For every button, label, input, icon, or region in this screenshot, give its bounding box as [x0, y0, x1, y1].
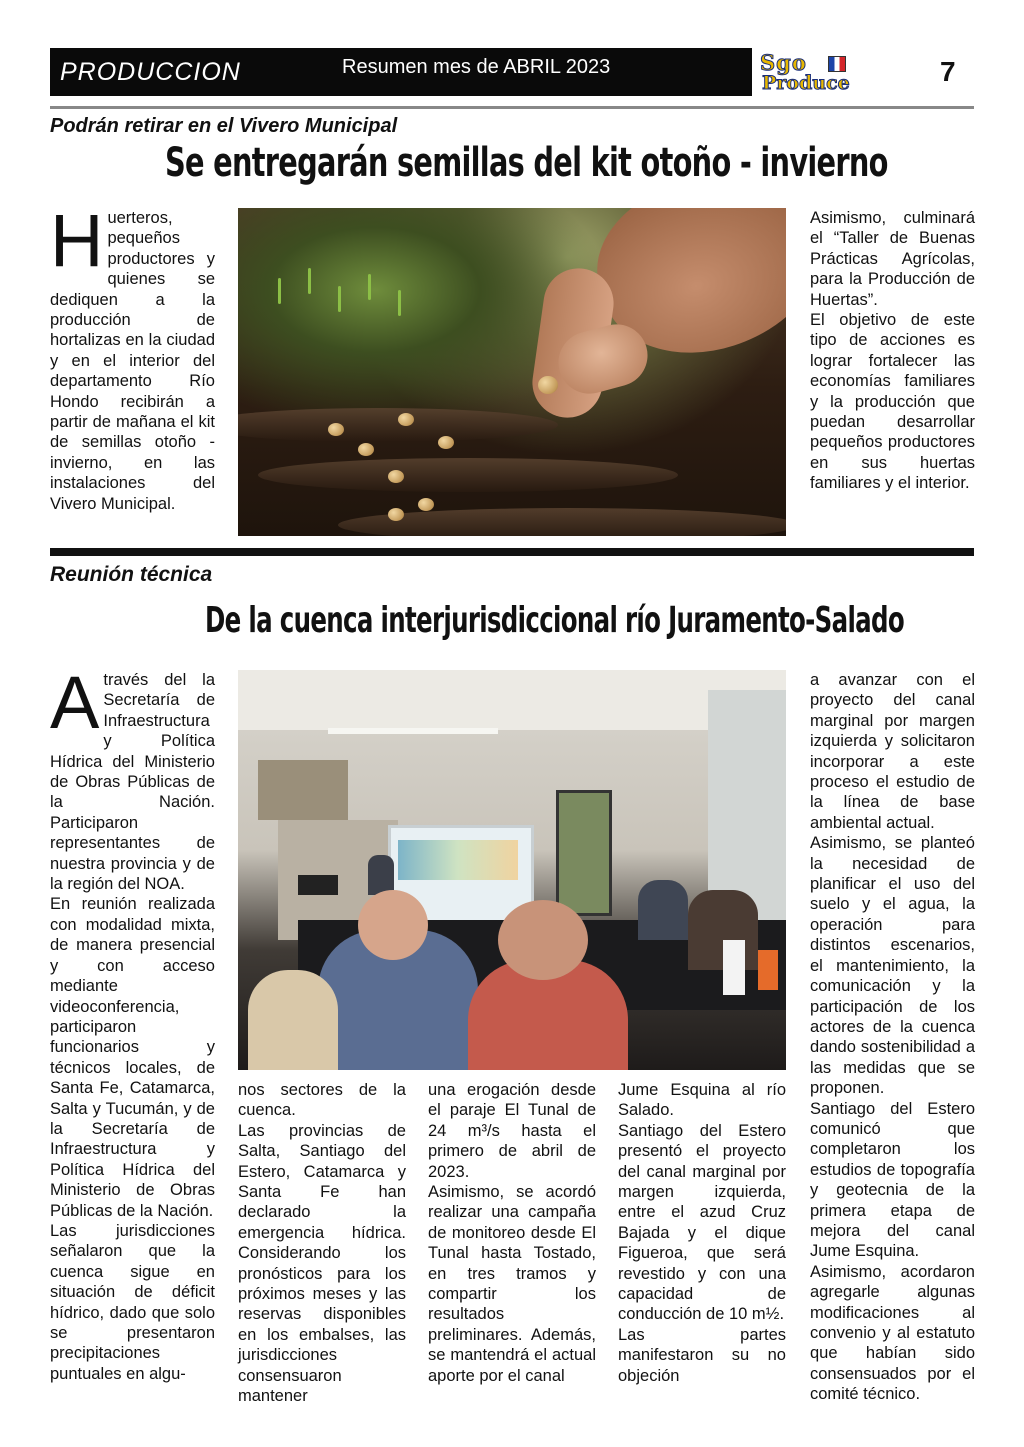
article2-col5-p3: Santiago del Estero comunicó que completaron los estudios de topografía y geotecnia de la primera etapa de mejora del canal Jume Esquina. [810, 1099, 975, 1261]
article1-col1-text: uerteros, pequeños productores y quienes se dediquen a la producción de hortalizas en la ciudad y en el interior del departamento Río Hondo recibirán a partir de mañana el kit de semillas otoño - invierno, en las instalaciones del Vivero Municipal. [50, 209, 215, 513]
flag-icon [828, 56, 846, 72]
section-divider [50, 548, 974, 556]
meeting-room-photo [238, 670, 786, 1070]
page-number: 7 [940, 56, 956, 87]
article2-col3-p2: Asimismo, se acordó realizar una campaña de monitoreo desde El Tunal hasta Tostado, en tres tramos y compartir los resultados preliminares. Además, se mantendrá el actual aporte por el canal [428, 1183, 596, 1385]
article2-kicker: Reunión técnica [50, 563, 213, 586]
article1-column-2 [810, 208, 975, 494]
logo-top-text: Sgo [760, 50, 807, 75]
article2-col1-p2: En reunión realizada con modalidad mixta, de manera presencial y con acceso mediante videoconferencia, participaron funcionarios y técnicos locales, de Santa Fe, Catamarca, Salta y Tucumán, y de la Secretaría de Infraestructura y Política Hídrica del Ministerio de Obras Públicas de la Nación. [50, 895, 215, 1220]
article2-col5-p2: Asimismo, se planteó la necesidad de planificar el uso del suelo y el agua, la operación para distintos escenarios, el mantenimiento, la comunicación y la participación de los actores de la cuenca dando sostenibilidad a las medidas que se proponen. [810, 834, 975, 1098]
article2-col4-p2: Santiago del Estero presentó el proyecto del canal marginal por margen izquierda, entre el azud Cruz Bajada y el dique Figueroa, que será revestido y con una capacidad de conducción de 10 m½. [618, 1121, 786, 1324]
seeds-planting-photo [238, 208, 786, 536]
article2-column-5 [810, 670, 975, 1405]
article2-column-4 [618, 1080, 786, 1386]
article2-column-1 [50, 661, 215, 1384]
sgo-produce-logo [756, 50, 916, 96]
article1-headline: Se entregarán semillas del kit otoño - invierno [165, 140, 888, 186]
article2-column-3 [428, 1080, 596, 1386]
article2-col4-p1: Jume Esquina al río Salado. [618, 1081, 786, 1120]
article2-col2-p2: Las provincias de Salta, Santiago del Estero, Catamarca y Santa Fe han declarado la emergencia hídrica. Considerando los pronósticos para los próximos meses y las reservas disponibles en los embalses, las jurisdicciones consensuaron mantener [238, 1121, 406, 1406]
article2-col4-p3: Las partes manifestaron su no objeción [618, 1325, 786, 1385]
dropcap: H [50, 199, 104, 282]
article1-column-1 [50, 199, 215, 514]
article2-col2-p1: nos sectores de la cuenca. [238, 1081, 406, 1120]
article2-column-2 [238, 1080, 406, 1407]
issue-label: Resumen mes de ABRIL 2023 [342, 56, 611, 78]
article2-col1-p3: Las jurisdicciones señalaron que la cuenca sigue en situación de déficit hídrico, dado que solo se presentaron precipitaciones puntuales en algu- [50, 1221, 215, 1383]
article1-kicker: Podrán retirar en el Vivero Municipal [50, 115, 398, 137]
article2-col1-p1: través del la Secretaría de Infraestructura y Política Hídrica del Ministerio de Obras Públicas de la Nación. Participaron representantes de nuestra provincia y de la región del NOA. [50, 671, 215, 894]
article2-col5-p4: Asimismo, acordaron agregarle algunas modificaciones al convenio y al estatuto que habían sido consensuados por el comité técnico. [810, 1262, 975, 1404]
header-rule [50, 106, 974, 109]
article2-col5-p1: a avanzar con el proyecto del canal marginal por margen izquierda y solicitaron incorporar a este proceso el estudio de la línea de base ambiental actual. [810, 671, 975, 832]
logo-bottom-text: Produce [762, 72, 850, 94]
article1-col2-p2: El objetivo de este tipo de acciones es lograr fortalecer las economías familiares y la producción que puedan desarrollar pequeños productores en sus huertas familiares y el interior. [810, 311, 975, 493]
article2-col3-p1: una erogación desde el paraje El Tunal de 24 m³/s hasta el primero de abril de 2023. [428, 1081, 596, 1181]
dropcap: A [50, 661, 100, 744]
article2-headline: De la cuenca interjurisdiccional río Juramento-Salado [205, 600, 904, 641]
section-label: PRODUCCION [60, 58, 241, 86]
article1-col2-p1: Asimismo, culminará el “Taller de Buenas Prácticas Agrícolas, para la Producción de Huertas”. [810, 209, 975, 309]
